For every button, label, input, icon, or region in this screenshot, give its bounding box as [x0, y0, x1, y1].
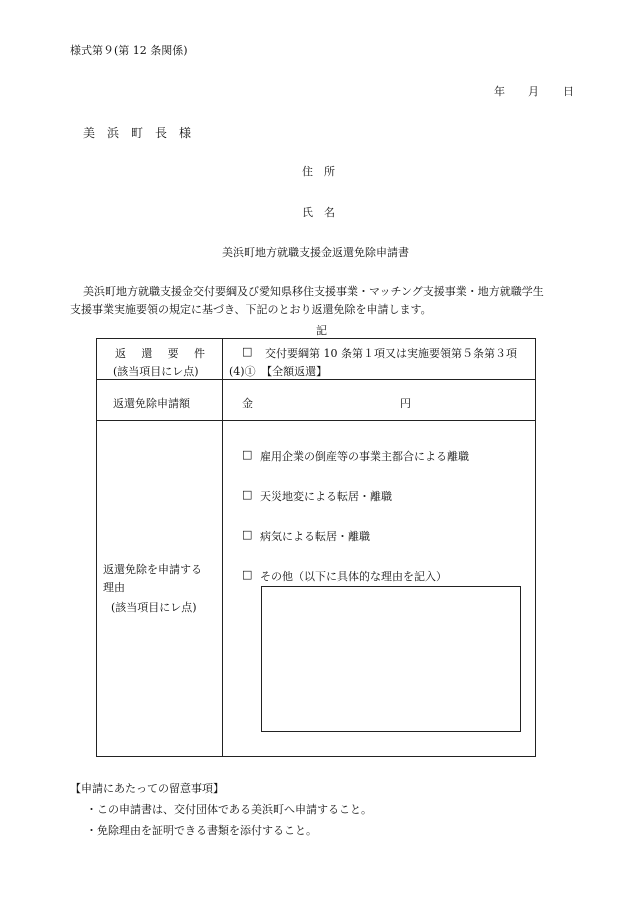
reason-label-line-1: 返還免除を申請する — [103, 563, 202, 576]
date-year: 年 — [494, 85, 505, 98]
notes-heading: 【申請にあたっての留意事項】 — [70, 782, 224, 795]
intro-line-2: 支援事業実施要領の規定に基づき、下記のとおり返還免除を申請します。 — [70, 303, 432, 316]
reason-label-line-2: 理由 — [103, 581, 125, 594]
date-day: 日 — [563, 85, 574, 98]
checkbox-reason-bankruptcy[interactable]: □ — [242, 448, 253, 461]
reason-label-hint: (該当項目にレ点) — [111, 601, 197, 614]
row-divider-1 — [97, 379, 535, 380]
application-table — [96, 338, 536, 757]
checkbox-full-return[interactable]: □ — [242, 345, 253, 358]
exemption-amount-label: 返還免除申請額 — [113, 397, 190, 410]
reason-other-text: その他（以下に具体的な理由を記入） — [260, 570, 447, 583]
full-return-text-line-2: (4)① 【全額返還】 — [229, 365, 328, 378]
checkbox-reason-disaster[interactable]: □ — [242, 488, 253, 501]
reason-bankruptcy-text: 雇用企業の倒産等の事業主都合による離職 — [260, 450, 469, 463]
addressee: 美 浜 町 長 様 — [83, 126, 192, 140]
reason-disaster-text: 天災地変による転居・離職 — [260, 490, 392, 503]
ki-marker: 記 — [316, 324, 327, 337]
amount-prefix: 金 — [242, 397, 253, 410]
amount-unit: 円 — [400, 397, 411, 410]
return-requirement-hint: (該当項目にレ点) — [113, 365, 199, 378]
checkbox-reason-illness[interactable]: □ — [242, 528, 253, 541]
full-return-text-line-1: 交付要綱第 10 条第１項又は実施要領第５条第３項 — [265, 347, 517, 360]
row-divider-2 — [97, 420, 535, 421]
reason-illness-text: 病気による転居・離職 — [260, 530, 370, 543]
form-number: 様式第９(第 12 条関係) — [70, 44, 188, 57]
checkbox-reason-other[interactable]: □ — [242, 568, 253, 581]
note-item-2: ・免除理由を証明できる書類を添付すること。 — [86, 824, 317, 837]
address-label: 住 所 — [302, 165, 335, 178]
intro-line-1: 美浜町地方就職支援金交付要綱及び愛知県移住支援事業・マッチング支援事業・地方就職学生 — [83, 285, 544, 298]
page-title: 美浜町地方就職支援金返還免除申請書 — [222, 246, 409, 259]
return-requirement-label: 返 還 要 件 — [115, 347, 205, 360]
note-item-1: ・この申請書は、交付団体である美浜町へ申請すること。 — [86, 803, 372, 816]
other-reason-textbox[interactable] — [261, 586, 521, 732]
column-divider — [222, 339, 223, 756]
name-label: 氏 名 — [302, 206, 335, 219]
date-month: 月 — [528, 85, 539, 98]
